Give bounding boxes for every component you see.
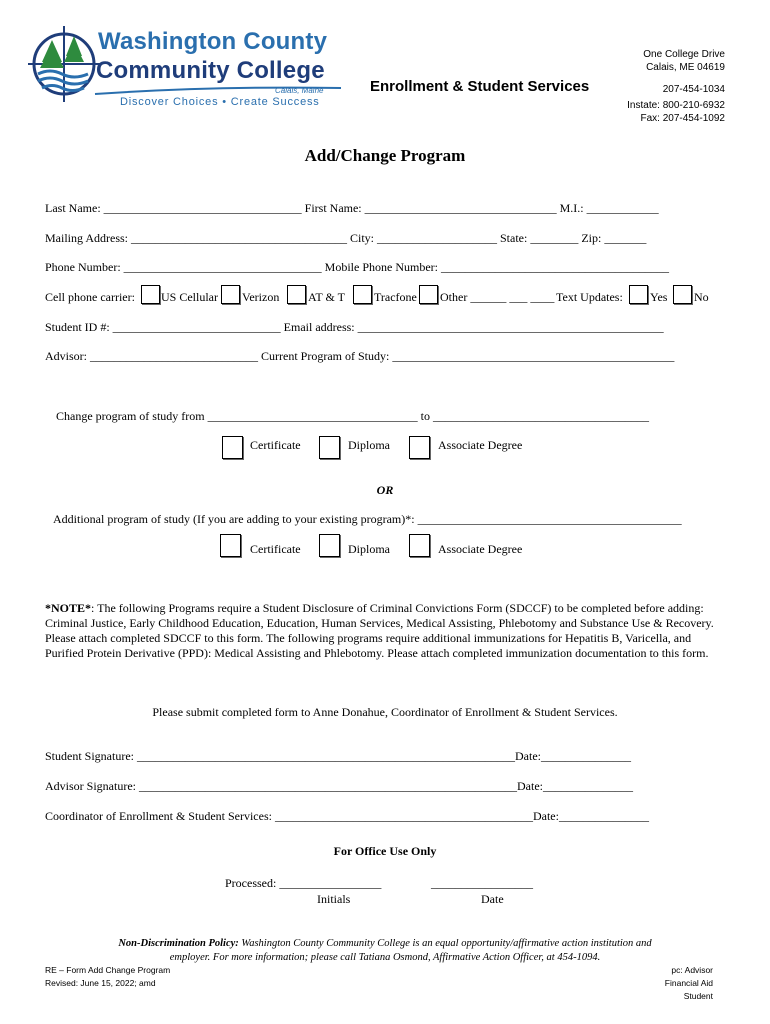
logo-tagline: Discover Choices • Create Success (120, 96, 320, 108)
footer-revised: Revised: June 15, 2022; amd (45, 978, 156, 988)
logo-line-1: Washington County (98, 28, 328, 55)
initials-caption: Initials (317, 892, 351, 906)
additional-certificate-checkbox[interactable] (220, 534, 241, 557)
form-title: Add/Change Program (304, 146, 466, 165)
carrier-tracfone-label: Tracfone (374, 290, 417, 304)
note-label: *NOTE* (45, 601, 92, 615)
office-use-heading: For Office Use Only (333, 844, 437, 858)
carrier-tracfone-checkbox[interactable] (353, 285, 372, 304)
processed-date-field[interactable]: _________________ (431, 876, 533, 890)
date-caption: Date (481, 892, 504, 906)
additional-associate-degree-label: Associate Degree (438, 542, 523, 556)
name-row[interactable]: Last Name: _________________________________ First Name: ________________________________ M.I.: ____________ (45, 201, 659, 215)
instate-number: Instate: 800-210-6932 (627, 100, 725, 111)
student-id-row[interactable]: Student ID #: ____________________________ Email address: ___________________________________________________ (45, 320, 664, 334)
fax-number: Fax: 207-454-1092 (640, 113, 725, 124)
change-program-row[interactable]: Change program of study from ___________________________________ to ____________________________________ (56, 409, 649, 423)
change-certificate-checkbox[interactable] (222, 436, 243, 459)
carrier-att-label: AT & T (308, 290, 345, 304)
logo-line-2: Community College (96, 57, 325, 84)
department-name: Enrollment & Student Services (370, 78, 590, 95)
non-discrimination-policy (100, 937, 670, 965)
processed-initials-field[interactable]: Processed: _________________ (225, 876, 382, 890)
additional-certificate-label: Certificate (250, 542, 301, 556)
change-diploma-label: Diploma (348, 438, 390, 452)
college-logo (28, 22, 348, 112)
advisor-row[interactable]: Advisor: ____________________________ Current Program of Study: _______________________________________________ (45, 349, 675, 363)
address-block (627, 48, 725, 125)
phone-number: 207-454-1034 (662, 84, 725, 95)
logo-emblem-icon (28, 24, 103, 104)
student-signature-row[interactable]: Student Signature: _______________________________________________________________Date:_______________ (45, 749, 631, 763)
carrier-att-checkbox[interactable] (287, 285, 306, 304)
additional-diploma-checkbox[interactable] (319, 534, 340, 557)
carrier-label: Cell phone carrier: (45, 290, 135, 304)
change-diploma-checkbox[interactable] (319, 436, 340, 459)
carrier-us-cellular-checkbox[interactable] (141, 285, 160, 304)
logo-location: Calais, Maine (275, 86, 324, 95)
change-associate-degree-label: Associate Degree (438, 438, 523, 452)
additional-associate-degree-checkbox[interactable] (409, 534, 430, 557)
submit-instructions: Please submit completed form to Anne Donahue, Coordinator of Enrollment & Student Services. (152, 705, 618, 719)
footer-form-name: RE – Form Add Change Program (45, 965, 171, 975)
text-updates-yes-checkbox[interactable] (629, 285, 648, 304)
address-line-2: Calais, ME 04619 (646, 62, 725, 73)
text-updates-label: Text Updates: (556, 290, 623, 304)
footer-left (45, 964, 170, 990)
additional-diploma-label: Diploma (348, 542, 390, 556)
mailing-address-row[interactable]: Mailing Address: ____________________________________ City: ____________________ State: ________ Zip: _______ (45, 231, 647, 245)
carrier-verizon-label: Verizon (242, 290, 280, 304)
carrier-other-label[interactable]: Other ______ ___ ____ (440, 290, 555, 304)
address-line-1: One College Drive (643, 49, 725, 60)
change-certificate-label: Certificate (250, 438, 301, 452)
logo-swoosh-icon (93, 84, 343, 96)
text-updates-yes-label: Yes (650, 290, 668, 304)
carrier-us-cellular-label: US Cellular (161, 290, 218, 304)
footer-pc-financial-aid: Financial Aid (664, 978, 713, 988)
phone-row[interactable]: Phone Number: _________________________________ Mobile Phone Number: ______________________________________ (45, 260, 669, 274)
policy-label: Non-Discrimination Policy: (118, 938, 239, 949)
note-text: : The following Programs require a Student Disclosure of Criminal Convictions Form (SDCCF) to be completed before adding: Criminal Justice, Early Childhood Education, Education, Human Services, Medical Assisting, Phlebotomy and Substance Use & Recovery. Please attach completed SDCCF to this form. The following programs require additional immunizations for Hepatitis B, Varicella, and Purified Protein Derivative (PPD): Medical Assisting and Phlebotomy. Please attach completed immunization documentation to this form. (45, 601, 714, 660)
footer-pc-student: Student (683, 991, 713, 1001)
carrier-verizon-checkbox[interactable] (221, 285, 240, 304)
footer-pc-advisor: pc: Advisor (671, 965, 713, 975)
change-associate-degree-checkbox[interactable] (409, 436, 430, 459)
policy-text: Washington County Community College is an equal opportunity/affirmative action institution and employer. For more information; please call Tatiana Osmond, Affirmative Action Officer, at 454-1094. (169, 938, 652, 963)
text-updates-no-label: No (694, 290, 709, 304)
coordinator-signature-row[interactable]: Coordinator of Enrollment & Student Services: ___________________________________________Date:_______________ (45, 809, 649, 823)
sdccf-note (45, 601, 725, 661)
footer-right (665, 964, 713, 1003)
text-updates-no-checkbox[interactable] (673, 285, 692, 304)
carrier-other-checkbox[interactable] (419, 285, 438, 304)
or-label: OR (376, 483, 394, 497)
additional-program-row[interactable]: Additional program of study (If you are adding to your existing program)*: ____________________________________________ (53, 512, 682, 526)
advisor-signature-row[interactable]: Advisor Signature: _______________________________________________________________Date:_______________ (45, 779, 633, 793)
